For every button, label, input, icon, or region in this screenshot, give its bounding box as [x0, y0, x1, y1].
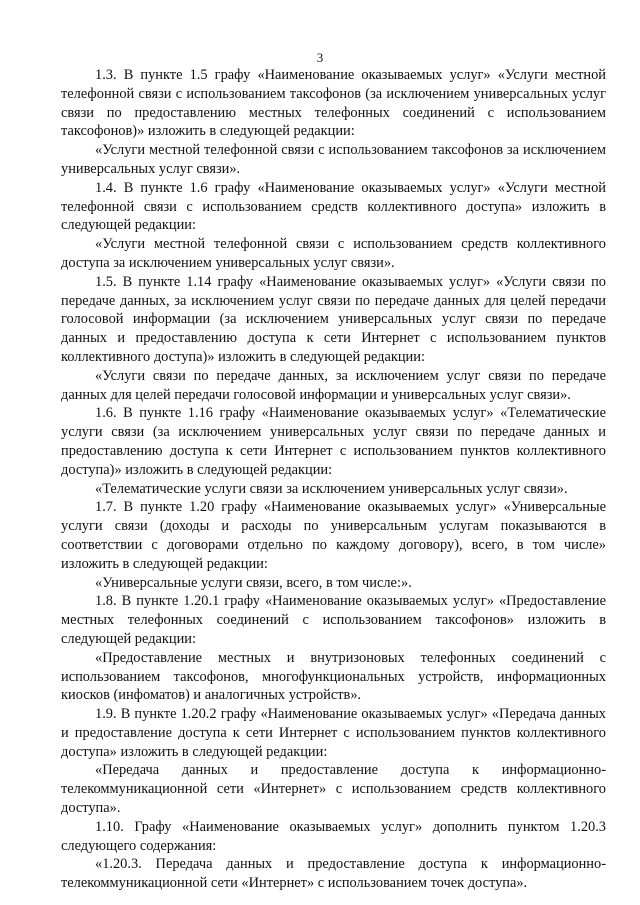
paragraph-1-5-new-wording: «Услуги связи по передаче данных, за исключением услуг связи по передаче данных для целей передачи голосовой информации и универсальных услуг связи».: [61, 367, 606, 403]
paragraph-1-5: 1.5. В пункте 1.14 графу «Наименование оказываемых услуг» «Услуги связи по передаче данных, за исключением услуг связи по передаче данных для целей передачи голосовой информации (за исключением универсальных услуг связи по передаче данных и предоставлению доступа к сети Интернет с использованием пунктов коллективного доступа)» изложить в следующей редакции:: [61, 273, 606, 365]
paragraph-1-3: 1.3. В пункте 1.5 графу «Наименование оказываемых услуг» «Услуги местной телефонной связи с использованием таксофонов (за исключением универсальных услуг связи по предоставлению местных телефонных соединений с использованием таксофонов)» изложить в следующей редакции:: [61, 67, 606, 140]
paragraph-1-4-new-wording: «Услуги местной телефонной связи с использованием средств коллективного доступа за исключением универсальных услуг связи».: [61, 236, 606, 271]
paragraph-1-8-new-wording: «Предоставление местных и внутризоновых телефонных соединений с использованием таксофонов, многофункциональных устройств, информационных киосков (инфоматов) и аналогичных устройств».: [61, 649, 606, 704]
paragraph-1-7: 1.7. В пункте 1.20 графу «Наименование оказываемых услуг» «Универсальные услуги связи (доходы и расходы по универсальным услугам показываются в соответствии с договорами отдельно по каждому договору), всего, в том числе» изложить в следующей редакции:: [61, 499, 606, 572]
paragraph-1-10-addition: «1.20.3. Передача данных и предоставление доступа к информационно-телекоммуникационной сети «Интернет» с использованием точек доступа».: [61, 856, 606, 892]
paragraph-1-4: 1.4. В пункте 1.6 графу «Наименование оказываемых услуг» «Услуги местной телефонной связи с использованием средств коллективного доступа» изложить в следующей редакции:: [61, 179, 606, 234]
paragraph-1-6: 1.6. В пункте 1.16 графу «Наименование оказываемых услуг» «Телематические услуги связи (за исключением универсальных услуг связи по передаче данных и предоставлению доступа к сети Интернет с использованием пунктов коллективного доступа)» изложить в следующей редакции:: [61, 405, 606, 478]
document-body: [61, 66, 606, 893]
paragraph-1-6-new-wording: «Телематические услуги связи за исключением универсальных услуг связи».: [95, 480, 568, 497]
paragraph-1-3-new-wording: «Услуги местной телефонной связи с использованием таксофонов за исключением универсальных услуг связи».: [61, 142, 606, 177]
paragraph-1-8: 1.8. В пункте 1.20.1 графу «Наименование оказываемых услуг» «Предоставление местных телефонных соединений с использованием таксофонов» изложить в следующей редакции:: [61, 593, 606, 647]
page-number: 3: [316, 50, 324, 65]
paragraph-1-9: 1.9. В пункте 1.20.2 графу «Наименование оказываемых услуг» «Передача данных и предоставление доступа к сети Интернет с использованием пунктов коллективного доступа» изложить в следующей редакции:: [61, 706, 606, 760]
paragraph-1-9-new-wording: «Передача данных и предоставление доступа к информационно-телекоммуникационной сети «Интернет» с использованием средств коллективного доступа».: [61, 762, 606, 817]
paragraph-1-10: 1.10. Графу «Наименование оказываемых услуг» дополнить пунктом 1.20.3 следующего содержания:: [61, 818, 606, 854]
paragraph-1-7-new-wording: «Универсальные услуги связи, всего, в том числе:».: [95, 574, 412, 591]
